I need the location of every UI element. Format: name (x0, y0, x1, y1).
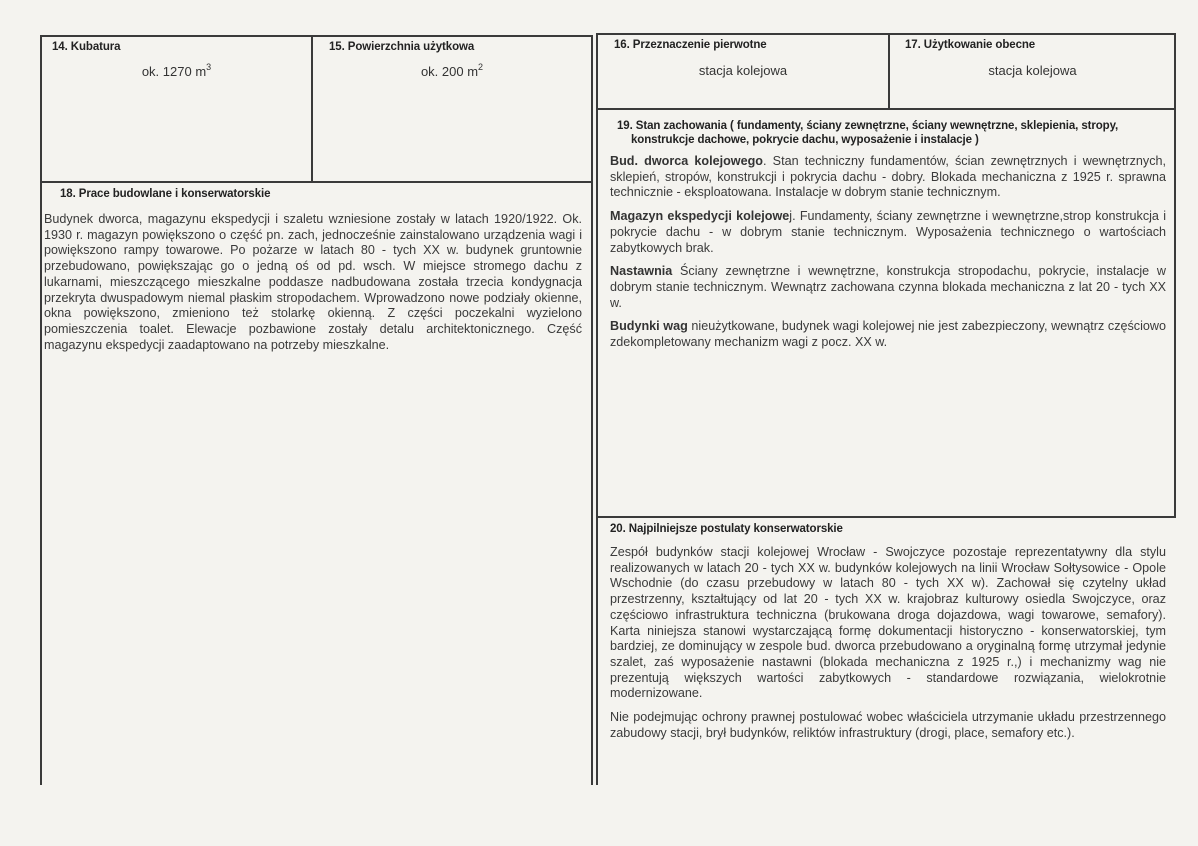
field-20-label: 20. Najpilniejsze postulaty konserwatorskie (610, 523, 843, 535)
field-18-construction-works (44, 184, 582, 361)
section-19-top-border (597, 108, 1176, 110)
postulates-paragraph-2: Nie podejmując ochrony prawnej postulować wobec właściciela utrzymanie układu przestrzennego zabudowy stacji, brył budynków, reliktów infrastruktury (drogi, place, semafory etc.). (610, 710, 1166, 740)
condition-signal-box: Nastawnia Ściany zewnętrzne i wewnętrzne, konstrukcja stropodachu, pokrycie, instalacje w dobrym stanie technicznym. Wewnątrz zachowana czynna blokada mechaniczna z lat 20 - tych XX w. (610, 264, 1166, 310)
condition-dispatch-warehouse-title: Magazyn ekspedycji kolejowe (610, 209, 790, 224)
right-border (1174, 33, 1176, 518)
field-18-paragraph: Budynek dworca, magazynu ekspedycji i szaletu wzniesione zostały w latach 1920/1922. Ok. 1930 r. magazyn powiększono o część pn. zach, jednocześnie zainstalowano urządzenia wagi i powiększono rampy towarowe. Po pożarze w latach 80 - tych XX w. budynek gruntownie przebudowano, powiększając go o jedną oś od pd. wsch. W miejsce stromego dachu z lukarnami, mieszczącego mieszkalne poddasze nadbudowana została trzecia kondygnacja przekryta dwuspadowym niemal płaskim stropodachem. Wprowadzono nowe podziały okienne, okna powiększono, zmieniono też stolarkę okienną. Z części poczekalni wyzielono pomieszczenia toalet. Elewacje pozbawione zostały detalu architektonicznego. Część magazynu ekspedycji zaadaptowano na potrzeby mieszkalne. (44, 212, 582, 352)
cell-divider-14-15 (311, 35, 313, 183)
condition-weighing-buildings: Budynki wag nieużytkowane, budynek wagi kolejowej nie jest zabezpieczony, wewnątrz częściowo zdekompletowany mechanizm wagi z pocz. XX w. (610, 319, 1167, 350)
center-divider-right (596, 33, 598, 785)
left-border (40, 35, 42, 785)
field-15-usable-area (314, 38, 590, 180)
field-16-original-purpose (599, 36, 887, 108)
field-15-value: ok. 200 $m^2$ (420, 62, 484, 79)
field-17-label: 17. Użytkowanie obecne (905, 39, 1036, 51)
postulates-paragraph-1: Zespół budynków stacji kolejowej Wrocław - Swojczyce pozostaje reprezentatywny dla stylu realizowanych w latach 20 - tych XX w. budynków kolejowych na linii Wrocław Sołtysowice - Opole Wschodnie (do czasu przebudowy w latach 80 - tych XX w). Zachował się czytelny układ przestrzenny, kształtujący od lat 20 - tych XX w. krajobraz kulturowy osiedla Swojczyce, oraz częściowo infrastruktura techniczna (brukowana droga dojazdowa, wagi towarowe, semafory). Karta niniejsza stanowi wystarczającą formę dokumentacji historyczno - konserwatorskiej, tym bardziej, ze dominujący w zespole bud. dworca przebudowano a oryginalną formę utrzymał jedynie szalet, zaś wyposażenie nastawni (blokada mechaniczna z 1925 r.,) i mechanizmy wag nie prezentują większych wartości zabytkowych - standardowe rozwiązania, wielokrotnie modernizowane. (610, 545, 1166, 701)
field-17-value: stacja kolejowa (988, 63, 1077, 78)
cell-divider-16-17 (888, 33, 890, 109)
top-border-right (597, 33, 1176, 35)
condition-station-building-title: Bud. dworca kolejowego (610, 154, 763, 168)
field-17-current-use (891, 36, 1174, 108)
section-20-top-border (597, 516, 1176, 518)
condition-dispatch-warehouse: Magazyn ekspedycji kolejowej. Fundamenty, ściany zewnętrzne i wewnętrzne,strop konstrukcja i pokrycie dachu - w dobrym stanie technicznym. Wyposażenia technicznego o wartościach zabytkowych brak. (610, 209, 1166, 255)
field-18-text (44, 212, 582, 353)
field-14-cubature (44, 38, 309, 180)
condition-weighing-buildings-title: Budynki wag (610, 319, 688, 334)
field-19-text (610, 154, 1166, 351)
field-14-label: 14. Kubatura (52, 41, 121, 53)
field-19-condition (610, 112, 1166, 359)
field-16-value: stacja kolejowa (698, 63, 788, 78)
top-border-left (40, 35, 591, 37)
field-14-value: ok. 1270 $m^3$ (141, 62, 212, 79)
field-16-label: 16. Przeznaczenie pierwotne (614, 39, 767, 51)
condition-station-building: Bud. dworca kolejowego. Stan techniczny fundamentów, ścian zewnętrznych i wewnętrznych, sklepień, stropów, konstrukcji i pokrycia dachu - dobry. Blokada mechaniczna z 1925 r. sprawna technicznie - eksploatowana. Instalacje w dobrym stanie technicznym. (610, 154, 1166, 200)
field-20-conservation-postulates (610, 519, 1166, 749)
center-divider-left (591, 35, 593, 785)
field-15-label: 15. Powierzchnia użytkowa (329, 41, 475, 53)
field-20-text (610, 545, 1166, 741)
field-19-label: 19. Stan zachowania ( fundamenty, ściany zewnętrzne, ściany wewnętrzne, sklepienia, stropy, konstrukcje dachowe, pokrycie dachu, wyposażenie i instalacje ) (617, 120, 1119, 146)
section-18-top-border (40, 181, 593, 183)
field-18-label: 18. Prace budowlane i konserwatorskie (60, 188, 271, 200)
condition-signal-box-title: Nastawnia (610, 264, 673, 279)
